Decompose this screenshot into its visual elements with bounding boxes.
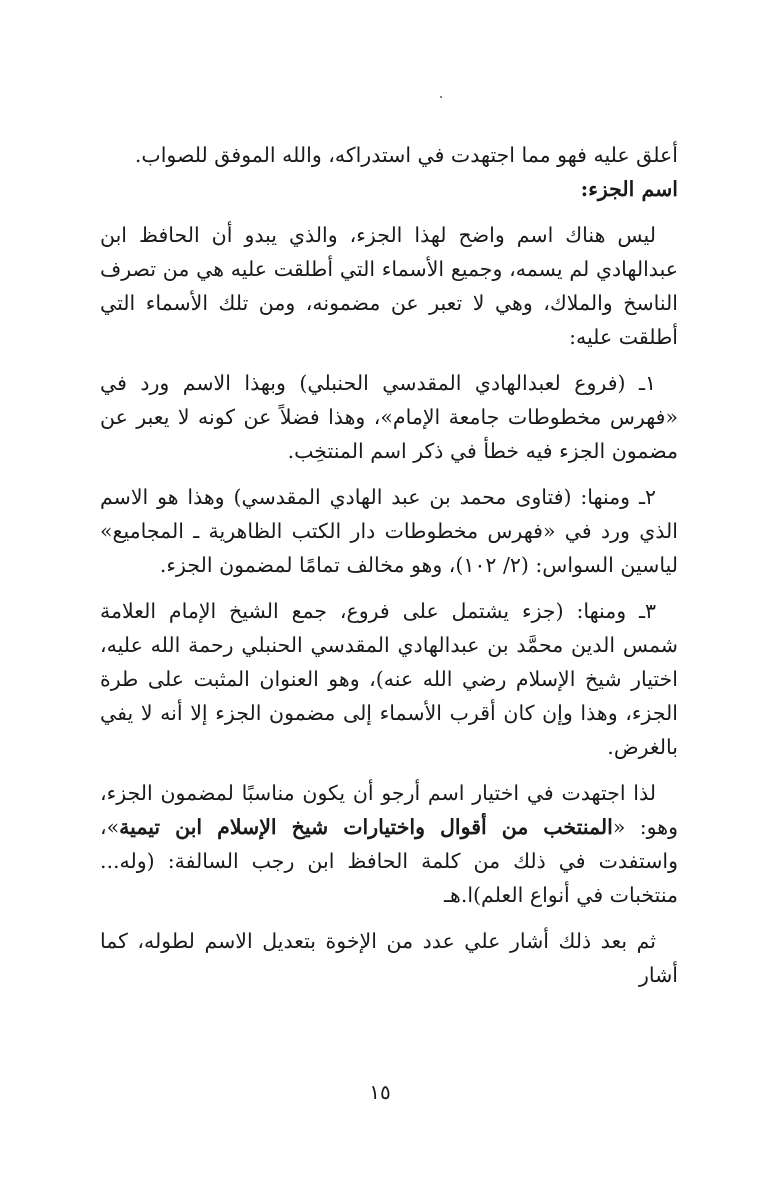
paragraph-final: ثم بعد ذلك أشار علي عدد من الإخوة بتعديل الاسم لطوله، كما أشار	[100, 929, 678, 987]
paragraph-item-1: ١ـ (فروع لعبدالهادي المقدسي الحنبلي) وبهذا الاسم ورد في «فهرس مخطوطات جامعة الإمام»، وهذا فضلاً عن كونه لا يعبر عن مضمون الجزء فيه خطأ في ذكر اسم المنتخِب.	[100, 371, 678, 463]
body-text	[100, 138, 678, 1004]
chosen-title-lead: لذا اجتهدت في اختيار اسم أرجو أن يكون مناسبًا لمضمون الجزء، وهو: «	[100, 781, 678, 839]
chosen-title-tail: »، واستفدت في ذلك من كلمة الحافظ ابن رجب السالفة: (وله... منتخبات في أنواع العلم)ا.هـ	[100, 815, 678, 907]
paragraph-continuation: أعلق عليه فهو مما اجتهدت في استدراكه، والله الموفق للصواب.	[134, 143, 678, 167]
page-number: ١٥	[369, 1080, 391, 1104]
paragraph-intro: ليس هناك اسم واضح لهذا الجزء، والذي يبدو أن الحافظ ابن عبدالهادي لم يسمه، وجميع الأسماء التي أطلقت عليه هي من تصرف الناسخ والملاك، وهي لا تعبر عن مضمونه، ومن تلك الأسماء التي أطلقت عليه:	[100, 223, 678, 349]
paragraph-item-2: ٢ـ ومنها: (فتاوى محمد بن عبد الهادي المقدسي) وهذا هو الاسم الذي ورد في «فهرس مخطوطات دار الكتب الظاهرية ـ المجاميع» لياسين السواس: (٢/ ١٠٢)، وهو مخالف تمامًا لمضمون الجزء.	[100, 485, 678, 577]
chosen-title: المنتخب من أقوال واختيارات شيخ الإسلام ابن تيمية	[119, 815, 613, 839]
section-heading: اسم الجزء:	[580, 177, 678, 201]
paragraph-item-3: ٣ـ ومنها: (جزء يشتمل على فروع، جمع الشيخ الإمام العلامة شمس الدين محمَّد بن عبدالهادي المقدسي الحنبلي رحمة الله عليه، اختيار شيخ الإسلام رضي الله عنه)، وهو العنوان المثبت على طرة الجزء، وهذا وإن كان أقرب الأسماء إلى مضمون الجزء إلا أنه لا يفي بالغرض.	[100, 599, 678, 759]
header-dot	[440, 96, 442, 98]
paragraph-chosen-title	[100, 776, 678, 912]
